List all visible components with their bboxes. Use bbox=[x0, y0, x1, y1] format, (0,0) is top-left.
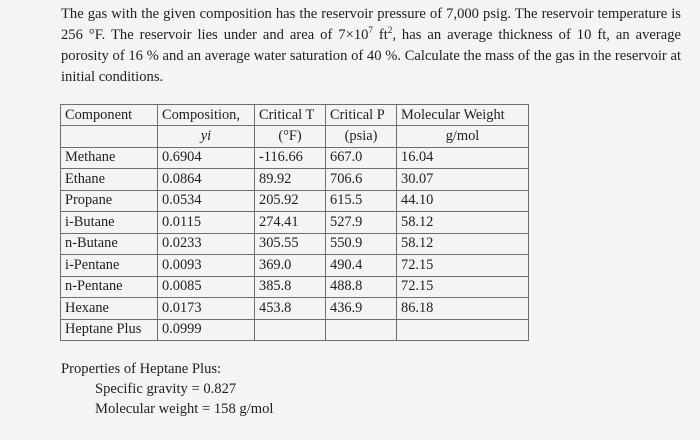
table-cell: 0.0115 bbox=[158, 212, 255, 234]
problem-text-2: ft bbox=[372, 27, 388, 43]
table-row bbox=[61, 298, 529, 320]
table-cell: 667.0 bbox=[326, 147, 397, 169]
table-row bbox=[61, 319, 529, 341]
table-cell: 0.0233 bbox=[158, 233, 255, 255]
component-name: Heptane Plus bbox=[61, 319, 158, 341]
table-cell: 58.12 bbox=[397, 233, 529, 255]
subheader-cell bbox=[158, 126, 255, 148]
problem-text-1: The gas with the given composition has the reservoir pressure of 7,000 psig. The reservoir temperature is 256 °F. The reservoir lies under and area of 7×10 bbox=[61, 6, 681, 43]
table-cell: 89.92 bbox=[255, 169, 326, 191]
unit-exponent: 2 bbox=[387, 25, 393, 36]
component-name: i-Pentane bbox=[61, 255, 158, 277]
table-cell: 16.04 bbox=[397, 147, 529, 169]
table-cell: 274.41 bbox=[255, 212, 326, 234]
table-cell: 0.0534 bbox=[158, 190, 255, 212]
header-cell: Molecular Weight bbox=[397, 105, 529, 126]
table-cell: 72.15 bbox=[397, 255, 529, 277]
header-cell: Composition, bbox=[158, 105, 255, 126]
table-cell: 436.9 bbox=[326, 298, 397, 320]
table-cell bbox=[255, 319, 326, 341]
table-cell: 72.15 bbox=[397, 276, 529, 298]
table-cell: 453.8 bbox=[255, 298, 326, 320]
table-cell: 706.6 bbox=[326, 169, 397, 191]
area-exponent: 7 bbox=[368, 25, 373, 36]
header-critical-p: Critical P bbox=[330, 106, 385, 123]
table-row bbox=[61, 255, 529, 277]
table-cell bbox=[326, 319, 397, 341]
table-cell: 0.0093 bbox=[158, 255, 255, 277]
composition-table bbox=[60, 104, 529, 341]
header-cell bbox=[326, 105, 397, 126]
header-critical-t: Critical T bbox=[259, 106, 315, 123]
table-cell: 0.0864 bbox=[158, 169, 255, 191]
table-cell: 615.5 bbox=[326, 190, 397, 212]
header-cell: Component bbox=[61, 105, 158, 126]
header-row bbox=[61, 105, 529, 126]
component-name: Propane bbox=[61, 190, 158, 212]
subheader-cell: (°F) bbox=[255, 126, 326, 148]
problem-text-3: , has an average thickness of 10 ft, an average porosity of 16 % and an average water saturation of 40 %. Calculate the mass of the gas in the reservoir at initial conditions. bbox=[61, 27, 681, 85]
specific-gravity: Specific gravity = 0.827 bbox=[95, 381, 237, 397]
table-cell: 527.9 bbox=[326, 212, 397, 234]
subheader-row bbox=[61, 126, 529, 148]
table-row bbox=[61, 212, 529, 234]
component-name: Methane bbox=[61, 147, 158, 169]
table-cell: 0.6904 bbox=[158, 147, 255, 169]
subheader-cell: g/mol bbox=[397, 126, 529, 148]
table-cell: 305.55 bbox=[255, 233, 326, 255]
table-cell: 205.92 bbox=[255, 190, 326, 212]
table-cell: 0.0085 bbox=[158, 276, 255, 298]
table-cell: 44.10 bbox=[397, 190, 529, 212]
table-cell: 550.9 bbox=[326, 233, 397, 255]
subheader-cell bbox=[61, 126, 158, 148]
component-name: n-Pentane bbox=[61, 276, 158, 298]
table-cell: -116.66 bbox=[255, 147, 326, 169]
properties-title: Properties of Heptane Plus: bbox=[61, 361, 222, 377]
molecular-weight: Molecular weight = 158 g/mol bbox=[95, 401, 274, 417]
component-name: i-Butane bbox=[61, 212, 158, 234]
table-cell bbox=[397, 319, 529, 341]
subheader-cell: (psia) bbox=[326, 126, 397, 148]
component-name: Ethane bbox=[61, 169, 158, 191]
composition-table-body bbox=[61, 105, 529, 341]
table-cell: 488.8 bbox=[326, 276, 397, 298]
table-row bbox=[61, 190, 529, 212]
table-cell: 58.12 bbox=[397, 212, 529, 234]
table-row bbox=[61, 147, 529, 169]
table-cell: 369.0 bbox=[255, 255, 326, 277]
table-cell: 0.0173 bbox=[158, 298, 255, 320]
problem-statement bbox=[61, 4, 681, 88]
header-cell bbox=[255, 105, 326, 126]
table-cell: 30.07 bbox=[397, 169, 529, 191]
table-cell: 385.8 bbox=[255, 276, 326, 298]
table-row bbox=[61, 276, 529, 298]
table-cell: 86.18 bbox=[397, 298, 529, 320]
component-name: n-Butane bbox=[61, 233, 158, 255]
heptane-plus-properties bbox=[61, 359, 273, 419]
subheader-yi: yi bbox=[200, 127, 212, 144]
table-row bbox=[61, 169, 529, 191]
component-name: Hexane bbox=[61, 298, 158, 320]
table-cell: 490.4 bbox=[326, 255, 397, 277]
table-cell: 0.0999 bbox=[158, 319, 255, 341]
table-row bbox=[61, 233, 529, 255]
